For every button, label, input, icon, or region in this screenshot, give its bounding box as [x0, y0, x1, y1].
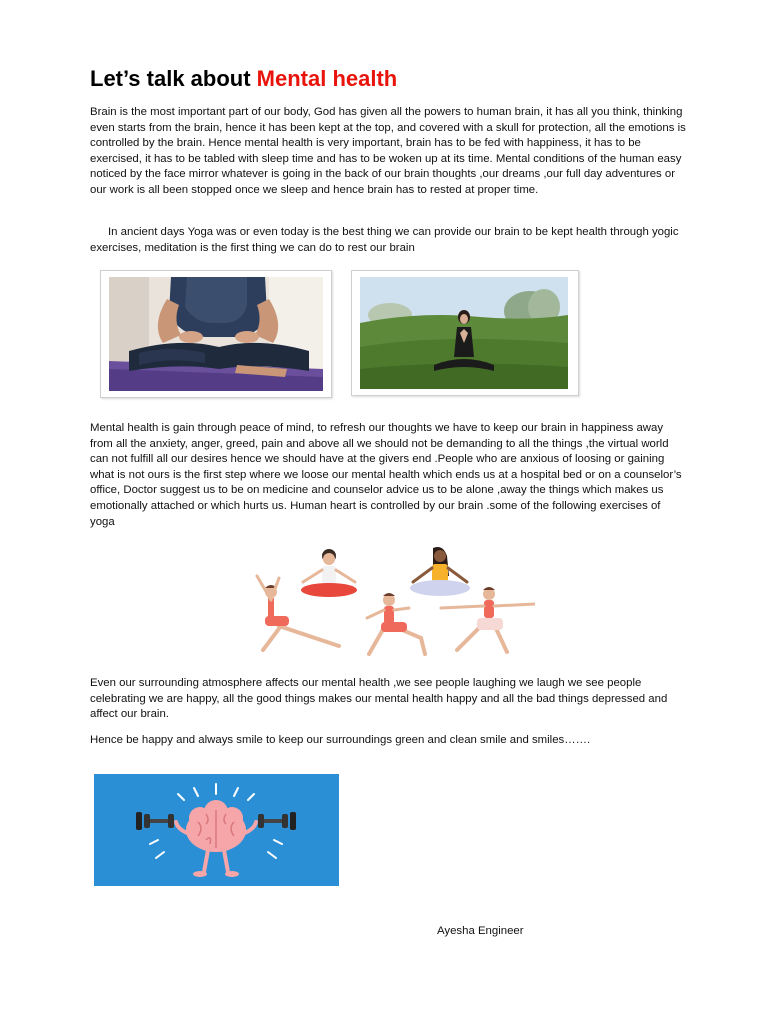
warrior-pose-figure-middle	[367, 593, 425, 654]
intro-paragraph: Brain is the most important part of our body, God has given all the powers to human brain, it has all you think, thinking even starts from the brain, hence it has been kept at the top, and covered with a skull for protection, all the emotions is controlled by the brain. Hence mental health is very important, brain has to be fed with happiness, it has to be exercised, it has to be tabled with sleep time and has to be woken up at its time. Mental conditions of the human easy noticed by the face mirror whatever is going in the back of our brain thoughts ,our dreams ,our full day adventures or our work is all been stopped once we sleep and hence brain has to rested at proper time.	[90, 106, 686, 196]
meditation-indoor-image	[109, 277, 323, 391]
closing-paragraph: Hence be happy and always smile to keep our surroundings green and clean smile and smiles…….	[90, 734, 591, 746]
warrior-pose-figure-right	[441, 587, 535, 652]
meditation-indoor-photo	[100, 270, 332, 398]
page-title	[90, 66, 397, 92]
meditating-man-figure	[301, 549, 357, 597]
author-signature: Ayesha Engineer	[437, 925, 524, 937]
title-highlight: Mental health	[256, 66, 398, 91]
title-prefix: Let’s talk about	[90, 66, 257, 91]
peace-paragraph: Mental health is gain through peace of mind, to refresh our thoughts we have to keep our brain in happiness away from all the anxiety, anger, greed, pain and above all we should not be demanding to all the things ,the virtual world can not fulfill all our desires hence we should have at the givers end .People who are anxious of loosing or gaining what is not ours is the first step where we loose our mental health which ends us at a hospital bed or on a counselor’s office, Doctor suggest us to be on medicine and counselor advice us to be alone ,away the things which makes us emotionally attached or which hurts us. Human heart is controlled by our brain .some of the following exercises of yoga	[90, 422, 682, 528]
meditating-woman-figure	[410, 547, 470, 596]
surrounding-paragraph: Even our surrounding atmosphere affects our mental health ,we see people laughing we laugh we see people celebrating we are happy, all the good things makes our mental health happy and all the bad things depressed and affect our brain.	[90, 677, 668, 721]
meditation-outdoor-photo	[351, 270, 579, 396]
yoga-poses-illustration	[245, 542, 535, 660]
yoga-paragraph: In ancient days Yoga was or even today is the best thing we can provide our brain to be kept health through yogic exercises, meditation is the first thing we can do to rest our brain	[90, 226, 679, 254]
meditation-outdoor-image	[360, 277, 568, 389]
brain-lifting-dumbbells-illustration	[94, 774, 339, 886]
